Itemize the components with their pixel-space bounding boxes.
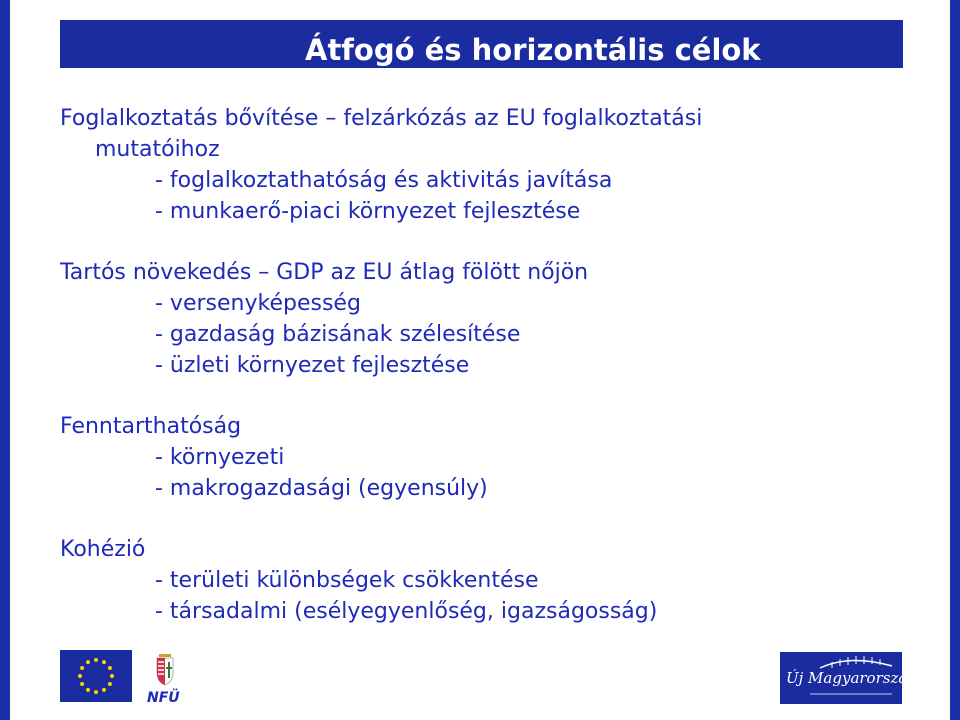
section-heading: Tartós növekedés – GDP az EU átlag fölött nőjön bbox=[60, 260, 589, 285]
right-border bbox=[950, 0, 960, 720]
bullet-item: - üzleti környezet fejlesztése bbox=[155, 353, 470, 378]
bullet-item: - területi különbségek csökkentése bbox=[155, 568, 539, 593]
section-sustainability bbox=[60, 411, 940, 504]
bullet-item: - társadalmi (esélyegyenlőség, igazságosság) bbox=[155, 599, 658, 624]
hungarian-crest-icon bbox=[145, 650, 185, 688]
bullet-item: - környezeti bbox=[155, 445, 285, 470]
section-growth bbox=[60, 257, 940, 381]
slide-title: Átfogó és horizontális célok bbox=[305, 33, 761, 67]
uj-magyarorszag-logo bbox=[780, 652, 917, 704]
nfu-logo bbox=[145, 650, 195, 706]
bullet-item: - foglalkoztathatóság és aktivitás javítása bbox=[155, 168, 613, 193]
uj-magyarorszag-label: Új Magyarország bbox=[786, 669, 917, 687]
section-heading-continuation: mutatóihoz bbox=[95, 137, 220, 162]
bullet-item: - gazdaság bázisának szélesítése bbox=[155, 322, 521, 347]
eu-flag-icon bbox=[60, 650, 132, 702]
section-heading: Fenntarthatóság bbox=[60, 414, 242, 439]
section-cohesion bbox=[60, 534, 940, 627]
section-heading: Foglalkoztatás bővítése – felzárkózás az EU foglalkoztatási bbox=[60, 106, 703, 131]
nfu-label: NFÜ bbox=[147, 690, 180, 706]
bullet-item: - makrogazdasági (egyensúly) bbox=[155, 476, 488, 501]
section-heading: Kohézió bbox=[60, 537, 146, 562]
slide-content bbox=[60, 103, 940, 627]
bullet-item: - versenyképesség bbox=[155, 291, 361, 316]
left-border bbox=[0, 0, 10, 720]
section-employment bbox=[60, 103, 940, 227]
bullet-item: - munkaerő-piaci környezet fejlesztése bbox=[155, 199, 581, 224]
